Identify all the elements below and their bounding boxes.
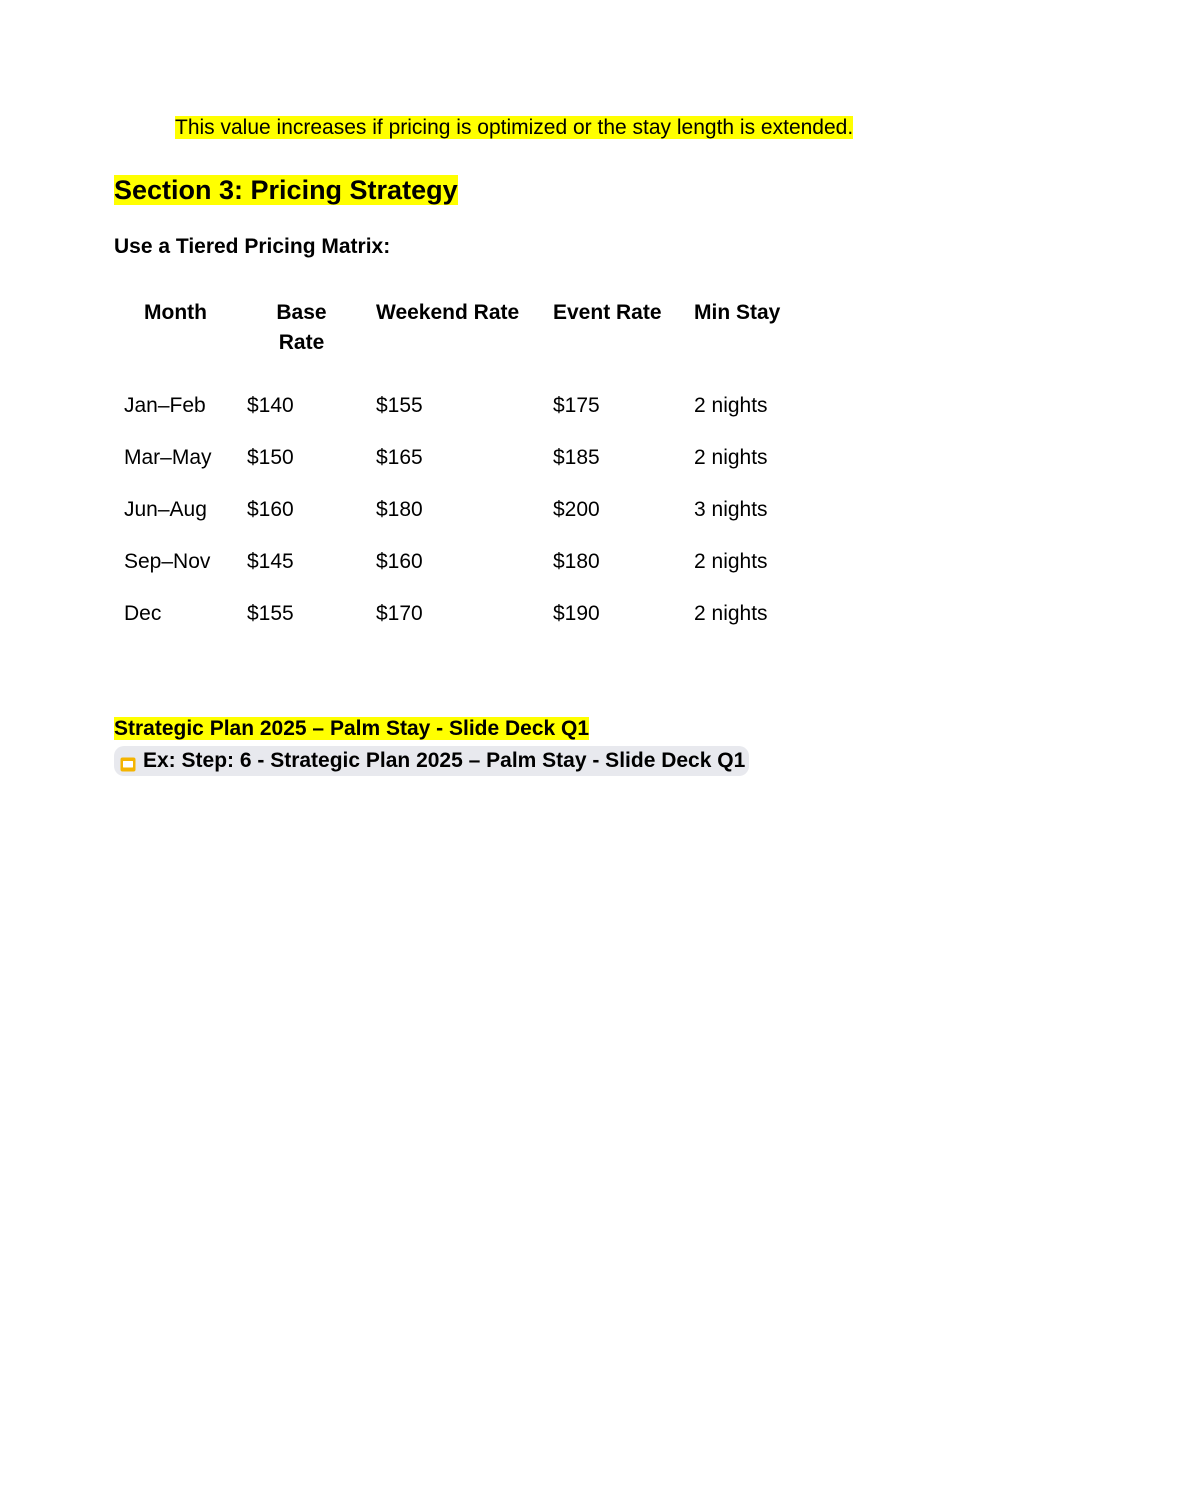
cell-base-rate: $145	[247, 550, 294, 573]
header-base-rate-line2: Rate	[278, 331, 325, 354]
header-month: Month	[144, 301, 207, 324]
cell-month: Jan–Feb	[124, 394, 206, 417]
cell-event-rate: $200	[553, 498, 600, 521]
pricing-matrix-table	[114, 298, 814, 640]
table-row	[114, 484, 814, 536]
header-base-rate	[237, 298, 366, 380]
cell-weekend-rate: $160	[376, 550, 423, 573]
cell-min-stay: 2 nights	[694, 602, 768, 625]
linked-file-title-text: Strategic Plan 2025 – Palm Stay - Slide Deck Q1	[114, 717, 590, 740]
table-row	[114, 588, 814, 640]
cell-min-stay: 2 nights	[694, 394, 768, 417]
header-min-stay: Min Stay	[694, 301, 781, 324]
cell-month: Sep–Nov	[124, 550, 211, 573]
cell-base-rate: $155	[247, 602, 294, 625]
file-smart-chip[interactable]	[114, 746, 749, 776]
linked-file-title	[114, 716, 589, 742]
subheading: Use a Tiered Pricing Matrix:	[114, 235, 391, 258]
cell-month: Dec	[124, 602, 162, 625]
cell-weekend-rate: $170	[376, 602, 423, 625]
cell-month: Mar–May	[124, 446, 212, 469]
cell-min-stay: 2 nights	[694, 550, 768, 573]
cell-base-rate: $150	[247, 446, 294, 469]
section-heading-text: Section 3: Pricing Strategy	[114, 175, 458, 205]
file-smart-chip-label: Ex: Step: 6 - Strategic Plan 2025 – Palm Stay - Slide Deck Q1	[143, 749, 746, 772]
intro-text-highlight: This value increases if pricing is optimized or the stay length is extended.	[175, 116, 854, 139]
cell-event-rate: $190	[553, 602, 600, 625]
cell-base-rate: $160	[247, 498, 294, 521]
intro-text	[175, 114, 853, 142]
header-event-rate: Event Rate	[553, 301, 662, 324]
cell-event-rate: $175	[553, 394, 600, 417]
cell-month: Jun–Aug	[124, 498, 207, 521]
cell-min-stay: 3 nights	[694, 498, 768, 521]
table-row	[114, 380, 814, 432]
cell-weekend-rate: $180	[376, 498, 423, 521]
table-row	[114, 536, 814, 588]
table-row	[114, 432, 814, 484]
header-base-rate-line1: Base	[276, 301, 327, 324]
table-header-row	[114, 298, 814, 380]
cell-weekend-rate: $165	[376, 446, 423, 469]
cell-weekend-rate: $155	[376, 394, 423, 417]
cell-event-rate: $180	[553, 550, 600, 573]
cell-event-rate: $185	[553, 446, 600, 469]
header-weekend-rate: Weekend Rate	[376, 301, 520, 324]
cell-base-rate: $140	[247, 394, 294, 417]
section-heading	[114, 172, 458, 208]
cell-min-stay: 2 nights	[694, 446, 768, 469]
slides-icon	[120, 754, 136, 769]
